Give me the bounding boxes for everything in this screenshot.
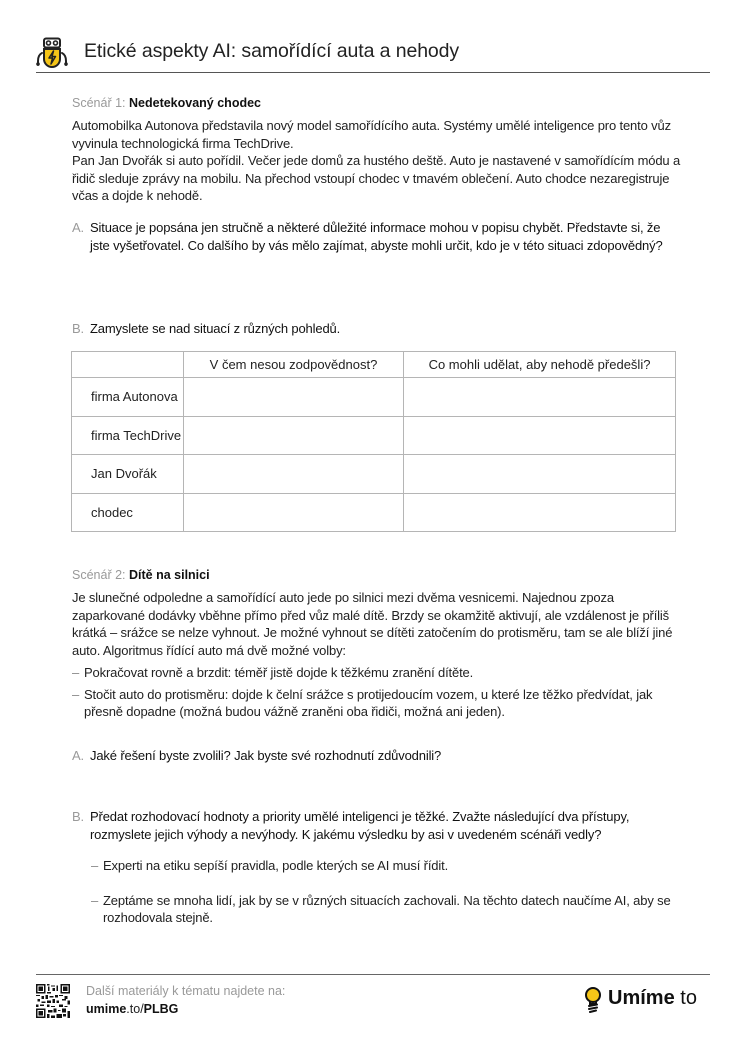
- scenario-1-question-b: [72, 320, 682, 338]
- scenario-1-paragraph-1: Automobilka Autonova představila nový model samořídícího auta. Systémy umělé inteligence pro tento vůz vyvinula technologická firma TechDrive.: [72, 118, 671, 151]
- answer-cell[interactable]: [184, 378, 404, 417]
- table-header-responsibility: V čem nesou zodpovědnost?: [184, 352, 404, 378]
- brand-name-bold: Umíme: [608, 987, 675, 1009]
- lightbulb-icon: [584, 987, 602, 1013]
- responsibility-table: [71, 351, 676, 532]
- row-label: chodec: [72, 493, 184, 532]
- answer-cell[interactable]: [404, 455, 676, 494]
- approaches-list: [91, 857, 683, 927]
- materials-link[interactable]: [86, 1002, 178, 1016]
- table-row: [72, 378, 676, 417]
- row-label: firma TechDrive: [72, 416, 184, 455]
- dash-bullet: –: [91, 858, 99, 873]
- question-letter: A.: [72, 220, 84, 235]
- answer-cell[interactable]: [184, 416, 404, 455]
- scenario-2: [72, 566, 682, 721]
- option-item: [72, 686, 682, 721]
- table-row: [72, 455, 676, 494]
- scenario-title: Nedetekovaný chodec: [129, 96, 261, 110]
- answer-cell[interactable]: [184, 455, 404, 494]
- approach-item: [91, 857, 683, 875]
- option-text: Pokračovat rovně a brzdit: téměř jistě dojde k těžkému zranění dítěte.: [84, 665, 474, 680]
- scenario-2-heading: [72, 566, 682, 584]
- question-text: Předat rozhodovací hodnoty a priority umělé inteligenci je těžké. Zvažte následující dva přístupy, rozmyslete jejich výhody a nevýhody. K jakému výsledku by asi v uvedeném scénáři vedly?: [90, 809, 630, 842]
- brand-name-rest: to: [674, 987, 697, 1009]
- scenario-1-question-a: [72, 219, 682, 254]
- question-letter: B.: [72, 809, 84, 824]
- row-label: firma Autonova: [72, 378, 184, 417]
- scenario-label: Scénář 2:: [72, 568, 126, 582]
- question-letter: A.: [72, 748, 84, 763]
- approach-text: Experti na etiku sepíší pravidla, podle kterých se AI musí řídit.: [103, 858, 449, 873]
- scenario-1-paragraph-2: Pan Jan Dvořák si auto pořídil. Večer jede domů za hustého deště. Auto je nastavené v samořídícím módu a řidič sleduje zprávy na mobilu. Na přechod vstoupí chodec v tmavém oblečení. Auto chodce nezaregistruje včas a dojde k nehodě.: [72, 153, 681, 203]
- option-item: [72, 664, 682, 682]
- robot-lightning-icon: [36, 37, 68, 69]
- page-footer: [36, 974, 710, 1016]
- dash-bullet: –: [72, 665, 80, 680]
- answer-cell[interactable]: [184, 493, 404, 532]
- table-header-row: [72, 352, 676, 378]
- page-title: Etické aspekty AI: samořídící auta a nehody: [84, 40, 460, 62]
- question-text: Jaké řešení byste zvolili? Jak byste své rozhodnutí zdůvodnili?: [90, 748, 442, 763]
- question-text: Situace je popsána jen stručně a některé důležité informace mohou v popisu chybět. Představte si, že jste vyšetřovatel. Co dalšího by vás mělo zajímat, abyste mohli určit, kdo je v této situaci zdopovědný?: [90, 220, 663, 253]
- option-text: Stočit auto do protisměru: dojde k čelní srážce s protijedoucím vozem, u které lze těžko předvídat, jak přesně dopadne (možná budou vážně zraněni oba řidiči, možná ani jeden).: [84, 686, 653, 719]
- scenario-label: Scénář 1:: [72, 96, 126, 110]
- answer-cell[interactable]: [404, 416, 676, 455]
- table-row: [72, 493, 676, 532]
- dash-bullet: –: [91, 892, 99, 908]
- row-label: Jan Dvořák: [72, 455, 184, 494]
- qr-code-icon[interactable]: [36, 984, 70, 1018]
- umime-brand: [584, 985, 710, 1013]
- link-part: .to/: [126, 1002, 144, 1016]
- page-header: [36, 36, 710, 73]
- more-materials-text: Další materiály k tématu najdete na:: [86, 984, 286, 998]
- scenario-2-paragraph: Je slunečné odpoledne a samořídící auto jede po silnici mezi dvěma vesnicemi. Najednou zpoza zaparkované dodávky vběhne přímo před vůz malé dítě. Brzdy se okamžitě aktivují, ale vzdálenost je příliš krátká – srážce se nelze vyhnout. Je možné vyhnout se dítěti zatočením do protisměru, tam se ale blíží jiné auto. Algoritmus řídící auto má dvě možné volby:: [72, 590, 673, 658]
- approach-item: [91, 892, 683, 927]
- answer-cell[interactable]: [404, 378, 676, 417]
- scenario-title: Dítě na silnici: [129, 568, 210, 582]
- link-part: umime: [86, 1002, 127, 1016]
- scenario-2-question-a: [72, 747, 682, 765]
- question-text: Zamyslete se nad situací z různých pohledů.: [90, 321, 341, 336]
- scenario-1-heading: [72, 94, 682, 112]
- brand-name: [608, 987, 697, 1010]
- scenario-2-question-b: [72, 808, 682, 843]
- question-letter: B.: [72, 321, 84, 336]
- link-part: PLBG: [143, 1002, 179, 1016]
- scenario-1: [72, 94, 682, 205]
- table-header-prevention: Co mohli udělat, aby nehodě předešli?: [404, 352, 676, 378]
- answer-cell[interactable]: [404, 493, 676, 532]
- table-header-empty: [72, 352, 184, 378]
- table-row: [72, 416, 676, 455]
- approach-text: Zeptáme se mnoha lidí, jak by se v různých situacích zachovali. Na těchto datech naučíme AI, aby se rozhodovala stejně.: [103, 892, 671, 925]
- dash-bullet: –: [72, 686, 80, 702]
